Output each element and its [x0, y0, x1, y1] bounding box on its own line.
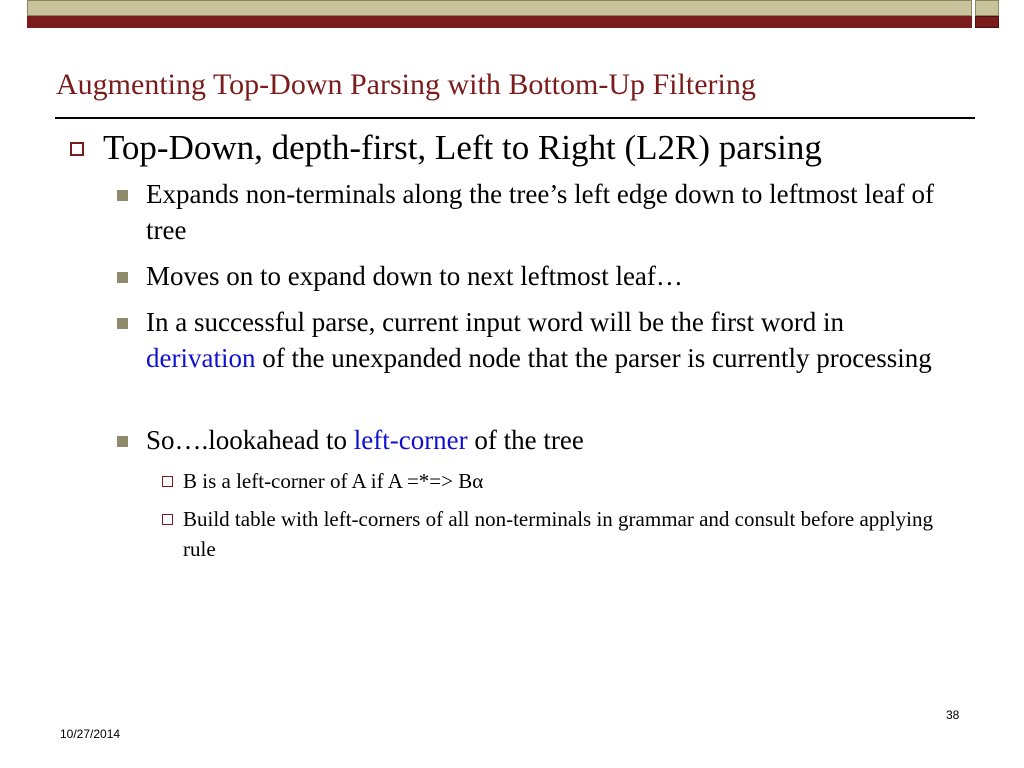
text-segment: of the tree	[467, 425, 584, 455]
footer-date: 10/27/2014	[60, 727, 121, 741]
bullet-text: Expands non-terminals along the tree’s left edge down to leftmost leaf of tree	[146, 179, 935, 245]
filled-square-bullet-icon	[117, 190, 128, 201]
derivation-link[interactable]: derivation	[146, 343, 256, 373]
text-segment: of the unexpanded node that the parser is currently processing	[255, 343, 932, 373]
hollow-square-bullet-icon	[70, 142, 84, 156]
filled-square-bullet-icon	[117, 272, 128, 283]
hollow-square-bullet-icon	[162, 476, 173, 487]
bullet-text	[146, 304, 946, 376]
text-segment: In a successful parse, current input word will be the first word in	[146, 307, 845, 337]
slide-title: Augmenting Top-Down Parsing with Bottom-Up Filtering	[56, 68, 756, 101]
text-segment: So….lookahead to	[146, 425, 354, 455]
bullet-text: Moves on to expand down to next leftmost leaf…	[146, 261, 683, 291]
hollow-square-bullet-icon	[162, 514, 173, 525]
bullet-text: Build table with left-corners of all non-terminals in grammar and consult before applying rule	[183, 507, 933, 561]
page-number: 38	[946, 708, 960, 722]
bullet-text	[146, 422, 946, 458]
filled-square-bullet-icon	[117, 436, 128, 447]
filled-square-bullet-icon	[117, 318, 128, 329]
bullet-text: B is a left-corner of A if A =*=> Bα	[183, 469, 484, 493]
bullet-text: Top-Down, depth-first, Left to Right (L2R) parsing	[103, 128, 822, 167]
left-corner-link[interactable]: left-corner	[353, 425, 468, 455]
